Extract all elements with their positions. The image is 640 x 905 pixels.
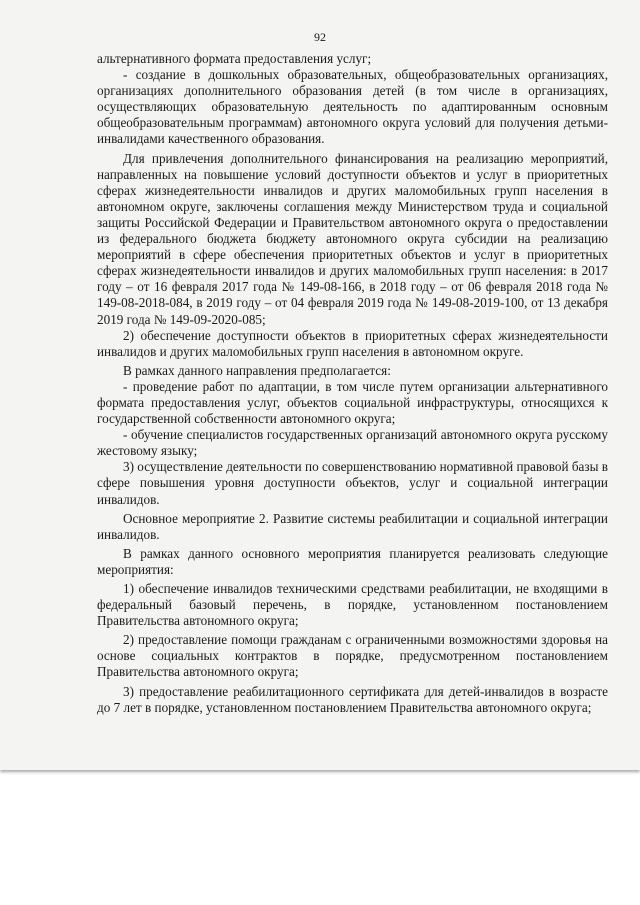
page-body <box>97 51 608 716</box>
paragraph: 2) предоставление помощи гражданам с ограниченными возможностями здоровья на основе социальных контрактов в порядке, предусмотренном постановлением Правительства автономного округа; <box>97 632 608 680</box>
paragraph: В рамках данного направления предполагается: <box>123 362 391 378</box>
paragraph: В рамках данного основного мероприятия планируется реализовать следующие мероприятия: <box>97 545 608 577</box>
paragraph: - создание в дошкольных образовательных, общеобразовательных организациях, организациях дополнительного образования детей (в том числе в организациях, осуществляющих образовательную деятельность по адаптированным основным общеобразовательным программам) автономного округа условий для получения детьми-инвалидами качественного образования. <box>97 67 608 147</box>
paragraph: Для привлечения дополнительного финансирования на реализацию мероприятий, направленных на повышение условий доступности объектов и услуг в приоритетных сферах жизнедеятельности инвалидов и других маломобильных групп населения в автономном округе, заключены соглашения между Министерством труда и социальной защиты Российской Федерации и Правительством автономного округа о предоставлении из федерального бюджета бюджету автономного округа субсидии на реализацию мероприятий в сфере обеспечения приоритетных объектов и услуг в приоритетных сферах жизнедеятельности инвалидов и других маломобильных групп населения: в 2017 году – от 16 февраля 2017 года № 149-08-166, в 2018 году – от 06 февраля 2018 года № 149-08-2018-084, в 2019 году – от 04 февраля 2019 года № 149-08-2019-100, от 13 декабря 2019 года № 149-09-2020-085; <box>97 150 608 327</box>
page-number: 92 <box>314 30 326 44</box>
paragraph: - проведение работ по адаптации, в том числе путем организации альтернативного формата предоставления услуг, объектов социальной инфраструктуры, относящихся к государственной собственности автономного округа; <box>97 378 608 427</box>
paragraph: 2) обеспечение доступности объектов в приоритетных сферах жизнедеятельности инвалидов и других маломобильных групп населения в автономном округе. <box>97 327 608 359</box>
paragraph: 3) осуществление деятельности по совершенствованию нормативной правовой базы в сфере повышения уровня доступности объектов, услуг и социальной интеграции инвалидов. <box>97 459 608 507</box>
paragraph: альтернативного формата предоставления услуг; <box>97 51 372 66</box>
paragraph: Основное мероприятие 2. Развитие системы реабилитации и социальной интеграции инвалидов. <box>97 510 608 542</box>
paragraph: 3) предоставление реабилитационного сертификата для детей-инвалидов в возрасте до 7 лет в порядке, установленном постановлением Правительства автономного округа; <box>97 683 608 715</box>
paragraph: - обучение специалистов государственных организаций автономного округа русскому жестовому языку; <box>97 427 608 459</box>
paragraph: 1) обеспечение инвалидов техническими средствами реабилитации, не входящими в федеральный базовый перечень, в порядке, установленном постановлением Правительства автономного округа; <box>97 581 608 629</box>
